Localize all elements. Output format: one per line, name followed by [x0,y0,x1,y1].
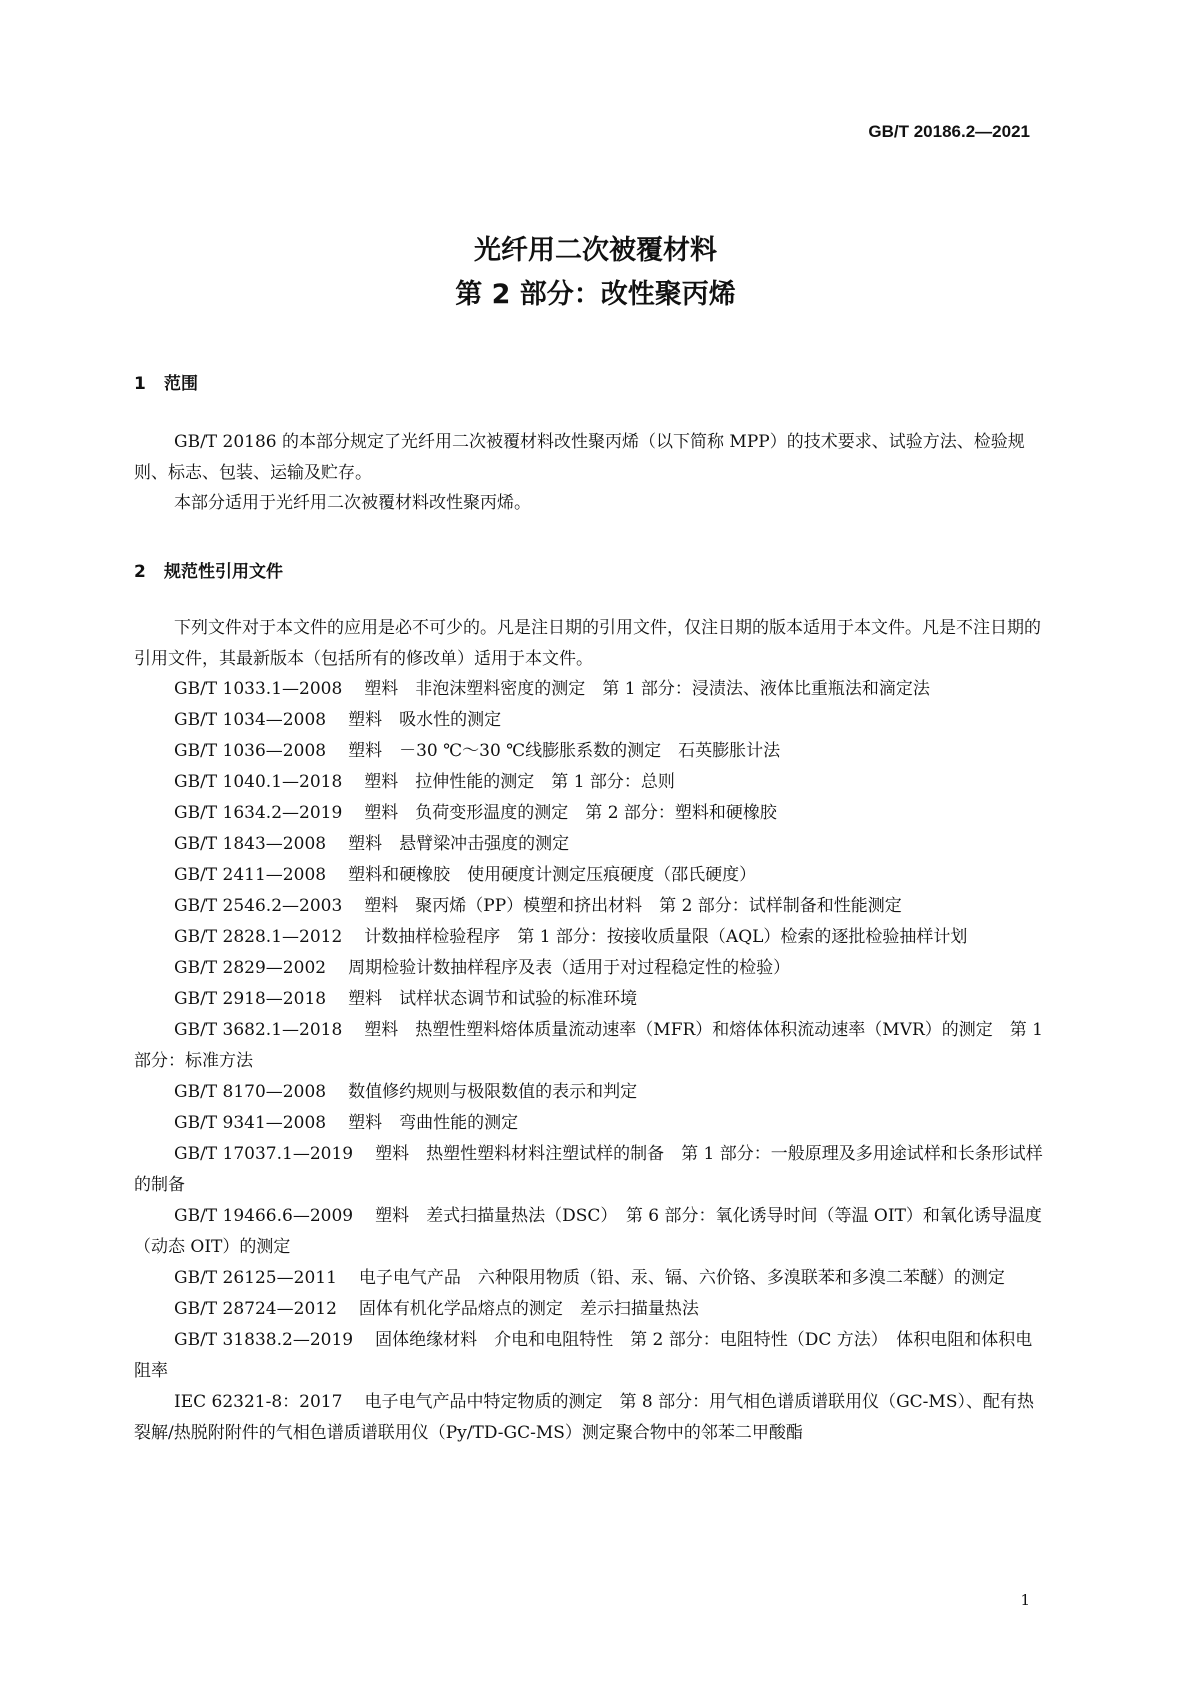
reference-title: 塑料 弯曲性能的测定 [348,1113,519,1133]
reference-title: 塑料和硬橡胶 使用硬度计测定压痕硬度（邵氏硬度） [348,865,757,885]
reference-code: GB/T 2411—2008 [174,865,327,885]
reference-title: 塑料 负荷变形温度的测定 第 2 部分：塑料和硬橡胶 [364,803,777,823]
reference-title: 塑料 聚丙烯（PP）模塑和挤出材料 第 2 部分：试样制备和性能测定 [364,896,902,916]
reference-title: 塑料 试样状态调节和试验的标准环境 [348,989,638,1009]
section-2-title: 规范性引用文件 [164,562,283,582]
reference-code: GB/T 2829—2002 [174,958,327,978]
applicability-paragraph: 本部分适用于光纤用二次被覆材料改性聚丙烯。 [174,493,531,513]
reference-item [134,1263,1048,1294]
reference-code: GB/T 8170—2008 [174,1082,327,1102]
reference-code: GB/T 2828.1—2012 [174,927,343,947]
reference-code: GB/T 1040.1—2018 [174,772,343,792]
page-number: 1 [1020,1591,1030,1609]
reference-code: GB/T 17037.1—2019 [174,1144,354,1164]
reference-item [134,1139,1048,1201]
reference-item [134,829,1048,860]
section-2-heading [134,557,283,582]
reference-item [134,705,1048,736]
reference-item [134,953,1048,984]
reference-item [134,798,1048,829]
reference-item [134,922,1048,953]
reference-title: 塑料 差式扫描量热法（DSC） 第 6 部分：氧化诱导时间（等温 OIT）和氧化诱导温度（动态 OIT）的测定 [134,1206,1042,1257]
reference-item [134,984,1048,1015]
references-intro: 下列文件对于本文件的应用是必不可少的。凡是注日期的引用文件，仅注日期的版本适用于本文件。凡是不注日期的引用文件，其最新版本（包括所有的修改单）适用于本文件。 [134,618,1041,669]
reference-code: GB/T 2918—2018 [174,989,327,1009]
reference-code: GB/T 1634.2—2019 [174,803,343,823]
reference-item [134,891,1048,922]
reference-title: 塑料 －30 ℃～30 ℃线膨胀系数的测定 石英膨胀计法 [348,741,781,761]
reference-title: 周期检验计数抽样程序及表（适用于对过程稳定性的检验） [348,958,791,978]
reference-item [134,736,1048,767]
reference-title: 塑料 拉伸性能的测定 第 1 部分：总则 [364,772,675,792]
reference-code: IEC 62321-8：2017 [174,1392,343,1412]
reference-title: 固体有机化学品熔点的测定 差示扫描量热法 [358,1299,699,1319]
reference-title: 塑料 热塑性塑料熔体质量流动速率（MFR）和熔体体积流动速率（MVR）的测定 第 1 部分：标准方法 [134,1020,1044,1071]
reference-item [134,1108,1048,1139]
reference-item [134,1294,1048,1325]
reference-item [134,1077,1048,1108]
reference-title: 电子电气产品 六种限用物质（铅、汞、镉、六价铬、多溴联苯和多溴二苯醚）的测定 [358,1268,1005,1288]
document-title: 光纤用二次被覆材料 [474,235,717,266]
reference-item [134,860,1048,891]
reference-title: 电子电气产品中特定物质的测定 第 8 部分：用气相色谱质谱联用仪（GC-MS）、配有热裂解/热脱附附件的气相色谱质谱联用仪（Py/TD-GC-MS）测定聚合物中的邻苯二甲酸酯 [134,1392,1034,1443]
reference-item [134,674,1048,705]
reference-code: GB/T 26125—2011 [174,1268,337,1288]
reference-code: GB/T 3682.1—2018 [174,1020,343,1040]
document-subtitle: 第 2 部分：改性聚丙烯 [455,279,736,310]
section-1-number: 1 [134,374,146,394]
reference-title: 塑料 吸水性的测定 [348,710,502,730]
reference-code: GB/T 9341—2008 [174,1113,327,1133]
reference-item [134,1201,1048,1263]
reference-code: GB/T 19466.6—2009 [174,1206,354,1226]
standard-code: GB/T 20186.2—2021 [868,122,1030,141]
reference-title: 塑料 非泡沫塑料密度的测定 第 1 部分：浸渍法、液体比重瓶法和滴定法 [364,679,930,699]
reference-item [134,1015,1048,1077]
reference-code: GB/T 1843—2008 [174,834,327,854]
reference-title: 塑料 热塑性塑料材料注塑试样的制备 第 1 部分：一般原理及多用途试样和长条形试样的制备 [134,1144,1043,1195]
section-1-heading [134,369,198,394]
section-2-number: 2 [134,562,146,582]
scope-paragraph: GB/T 20186 的本部分规定了光纤用二次被覆材料改性聚丙烯（以下简称 MPP）的技术要求、试验方法、检验规则、标志、包装、运输及贮存。 [134,432,1025,483]
reference-item [134,767,1048,798]
reference-item [134,1387,1048,1449]
reference-item [134,1325,1048,1387]
reference-list [134,674,1048,1449]
reference-code: GB/T 31838.2—2019 [174,1330,354,1350]
reference-code: GB/T 28724—2012 [174,1299,337,1319]
reference-code: GB/T 2546.2—2003 [174,896,343,916]
reference-title: 计数抽样检验程序 第 1 部分：按接收质量限（AQL）检索的逐批检验抽样计划 [364,927,968,947]
reference-code: GB/T 1034—2008 [174,710,327,730]
reference-code: GB/T 1036—2008 [174,741,327,761]
reference-code: GB/T 1033.1—2008 [174,679,343,699]
section-1-title: 范围 [164,374,198,394]
reference-title: 塑料 悬臂梁冲击强度的测定 [348,834,570,854]
reference-title: 数值修约规则与极限数值的表示和判定 [348,1082,638,1102]
reference-title: 固体绝缘材料 介电和电阻特性 第 2 部分：电阻特性（DC 方法） 体积电阻和体积电阻率 [134,1330,1033,1381]
